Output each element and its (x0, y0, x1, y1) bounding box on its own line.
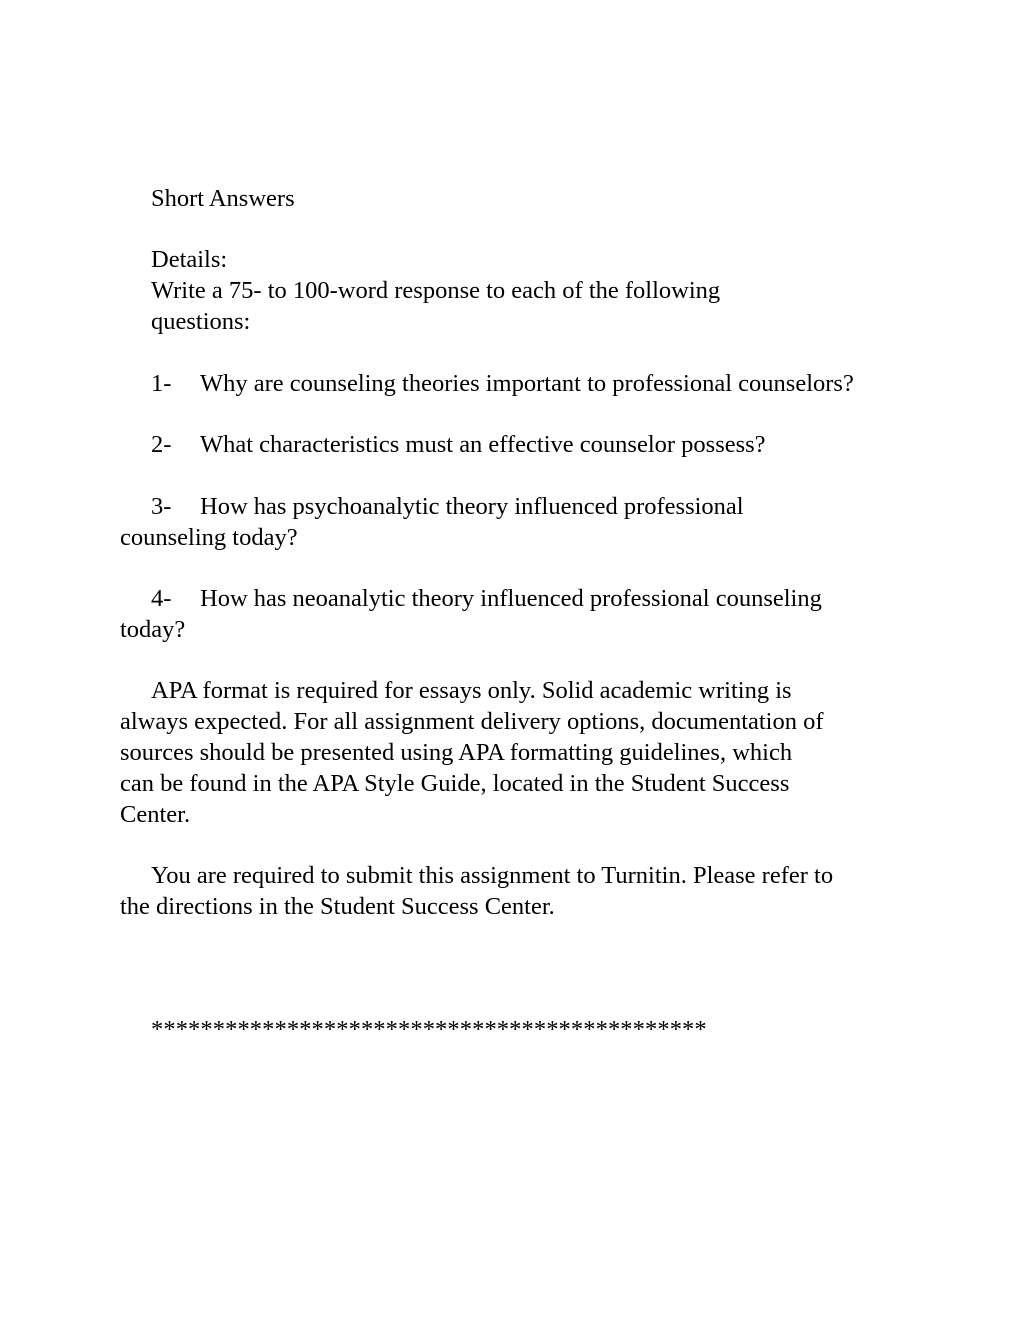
question-text: How has neoanalytic theory influenced professional counseling (200, 585, 822, 612)
instructions-line: Write a 75- to 100-word response to each of the following (151, 277, 721, 304)
question-4 (120, 583, 822, 645)
details-label: Details: (151, 246, 228, 273)
question-number: 4- (151, 585, 172, 612)
question-text-continued: today? (120, 616, 186, 643)
question-text: What characteristics must an effective counselor possess? (200, 431, 766, 458)
question-number: 3- (151, 493, 172, 520)
paragraph-line: Center. (120, 801, 191, 828)
paragraph-line: You are required to submit this assignment to Turnitin. Please refer to (151, 862, 834, 889)
question-text-continued: counseling today? (120, 524, 298, 551)
question-1 (151, 368, 854, 399)
question-text: Why are counseling theories important to professional counselors? (200, 370, 854, 397)
paragraph-line: always expected. For all assignment delivery options, documentation of (120, 708, 824, 735)
question-number: 1- (151, 370, 172, 397)
paragraph-line: APA format is required for essays only. Solid academic writing is (151, 677, 792, 704)
question-number: 2- (151, 431, 172, 458)
turnitin-paragraph (120, 860, 833, 922)
question-text: How has psychoanalytic theory influenced professional (200, 493, 744, 520)
document-title: Short Answers (151, 185, 295, 212)
question-2 (151, 429, 766, 460)
paragraph-line: sources should be presented using APA formatting guidelines, which (120, 739, 793, 766)
separator-asterisks: ********************************************* (151, 1016, 707, 1043)
instructions-line: questions: (151, 308, 251, 335)
apa-paragraph (120, 675, 824, 830)
paragraph-line: the directions in the Student Success Center. (120, 893, 555, 920)
paragraph-line: can be found in the APA Style Guide, located in the Student Success (120, 770, 790, 797)
question-3 (120, 491, 744, 553)
details-section (151, 244, 720, 337)
